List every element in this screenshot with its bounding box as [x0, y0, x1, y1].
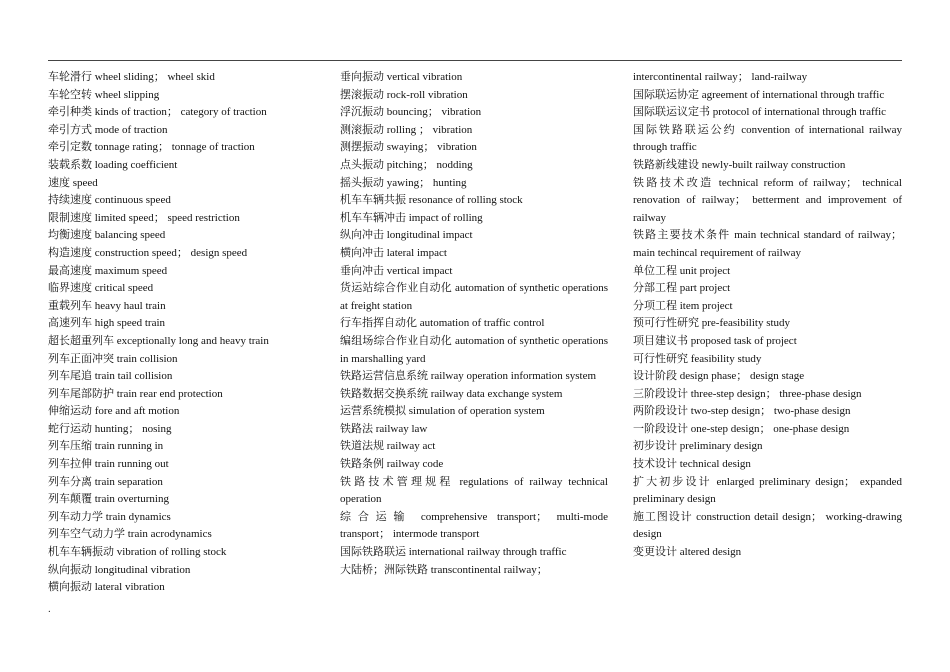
header-rule [48, 60, 902, 61]
glossary-entry: 机车车辆共振 resonance of rolling stock [340, 194, 523, 207]
glossary-entry: 高速列车 high speed train [48, 317, 166, 330]
glossary-entry: 机车车辆冲击 impact of rolling [340, 211, 483, 224]
glossary-entry: 编组场综合作业自动化 automation of synthetic operations in marshalling yard [340, 334, 608, 365]
glossary-entry: 点头振动 pitching； nodding [340, 158, 473, 171]
glossary-entry: 初步设计 preliminary design [633, 440, 763, 453]
glossary-entry: 伸缩运动 fore and aft motion [48, 405, 180, 418]
glossary-entry: 垂向振动 vertical vibration [340, 71, 463, 83]
glossary-entry: 最高速度 maximum speed [48, 264, 168, 277]
glossary-entry: 可行性研究 feasibility study [633, 352, 762, 365]
glossary-entry: 浮沉振动 bouncing； vibration [340, 106, 482, 119]
glossary-entry: 横向冲击 lateral impact [340, 246, 447, 259]
glossary-entry: 扩大初步设计 enlarged preliminary design； expanded preliminary design [633, 475, 902, 506]
glossary-entry: 铁路运营信息系统 railway operation information system [340, 370, 597, 383]
glossary-entry: 行车指挥自动化 automation of traffic control [340, 317, 545, 330]
glossary-entry: 车轮空转 wheel slipping [48, 88, 160, 101]
glossary-entry: 运营系统模拟 simulation of operation system [340, 405, 545, 418]
glossary-entry: 纵向振动 longitudinal vibration [48, 563, 191, 576]
glossary-entry: 机车车辆振动 vibration of rolling stock [48, 546, 227, 559]
glossary-entry: 车轮滑行 wheel sliding； wheel skid [48, 71, 215, 83]
glossary-entry: 临界速度 critical speed [48, 282, 154, 295]
glossary-entry: 国际联运议定书 protocol of international through traffic [633, 106, 887, 119]
glossary-entry: 牵引种类 kinds of traction； category of traction [48, 106, 267, 119]
glossary-entry: 列车拉伸 train running out [48, 458, 169, 471]
glossary-entry: 铁路技术管理规程 regulations of railway technical operation [340, 475, 608, 506]
glossary-entry: intercontinental railway； land-railway [633, 71, 808, 83]
glossary-entry: 铁路主要技术条件 main technical standard of railway； main techincal requirement of railway [633, 229, 902, 259]
glossary-entry: 三阶段设计 three-step design； three-phase design [633, 387, 862, 400]
glossary-entry: 列车动力学 train dynamics [48, 510, 171, 523]
glossary-entry: 限制速度 limited speed； speed restriction [48, 211, 240, 224]
glossary-entry: 预可行性研究 pre-feasibility study [633, 317, 791, 330]
glossary-entry: 重载列车 heavy haul train [48, 299, 166, 312]
glossary-entry: 综合运输 comprehensive transport； multi-mode transport； intermode transport [340, 510, 608, 541]
glossary-entry: 项目建议书 proposed task of project [633, 334, 797, 347]
glossary-entry: 列车尾部防护 train rear end protection [48, 387, 223, 400]
glossary-entry: 超长超重列车 exceptionally long and heavy train [48, 334, 269, 347]
glossary-entry: 列车正面冲突 train collision [48, 352, 178, 365]
glossary-entry: 构造速度 construction speed； design speed [48, 246, 248, 259]
glossary-entry: 列车尾追 train tail collision [48, 370, 173, 383]
glossary-entry: 纵向冲击 longitudinal impact [340, 229, 473, 242]
glossary-entry: 速度 speed [48, 176, 98, 189]
glossary-entry: 两阶段设计 two-step design； two-phase design [633, 405, 851, 418]
glossary-entry: 大陆桥；洲际铁路 transcontinental railway； [340, 563, 548, 576]
glossary-entry: 铁道法规 railway act [340, 440, 436, 453]
glossary-entry: 牵引定数 tonnage rating； tonnage of traction [48, 141, 255, 154]
footer-mark: . [48, 603, 51, 615]
glossary-entry: 国际铁路联运公约 convention of international railway through traffic [633, 123, 902, 154]
glossary-entry: 列车空气动力学 train acrodynamics [48, 528, 212, 541]
glossary-entry: 持续速度 continuous speed [48, 194, 171, 207]
glossary-entry: 测摆振动 swaying； vibration [340, 141, 477, 154]
glossary-entry: 设计阶段 design phase； design stage [633, 370, 805, 383]
glossary-entry: 测滚振动 rolling ； vibration [340, 123, 473, 136]
glossary-column-1 [48, 69, 310, 597]
glossary-entry: 变更设计 altered design [633, 546, 742, 559]
glossary-entry: 一阶段设计 one-step design； one-phase design [633, 422, 850, 435]
glossary-entry: 货运站综合作业自动化 automation of synthetic operations at freight station [340, 282, 608, 312]
glossary-entry: 分部工程 part project [633, 282, 731, 295]
glossary-entry: 牵引方式 mode of traction [48, 123, 168, 136]
glossary-entry: 铁路条例 railway code [340, 458, 444, 471]
glossary-entry: 蛇行运动 hunting； nosing [48, 422, 172, 435]
glossary-column-3 [633, 69, 902, 562]
glossary-entry: 装载系数 loading coefficient [48, 158, 178, 171]
glossary-entry: 列车分离 train separation [48, 475, 163, 488]
glossary-entry: 铁路法 railway law [340, 422, 428, 435]
glossary-entry: 分项工程 item project [633, 299, 733, 312]
glossary-entry: 列车颠覆 train overturning [48, 493, 169, 506]
glossary-entry: 铁路新线建设 newly-built railway construction [633, 158, 846, 171]
glossary-entry: 技术设计 technical design [633, 458, 751, 471]
glossary-entry: 国际联运协定 agreement of international through traffic [633, 88, 885, 101]
glossary-entry: 均衡速度 balancing speed [48, 229, 166, 242]
glossary-entry: 摆滚振动 rock-roll vibration [340, 88, 468, 101]
glossary-entry: 横向振动 lateral vibration [48, 581, 165, 594]
glossary-entry: 垂向冲击 vertical impact [340, 264, 453, 277]
glossary-entry: 列车压缩 train running in [48, 440, 164, 453]
glossary-entry: 施工图设计 construction detail design； working-drawing design [633, 510, 902, 541]
glossary-entry: 铁路数据交换系统 railway data exchange system [340, 387, 563, 400]
glossary-entry: 铁路技术改造 technical reform of railway； technical renovation of railway； betterment and improvement of railway [633, 176, 902, 224]
glossary-entry: 单位工程 unit project [633, 264, 731, 277]
glossary-entry: 国际铁路联运 international railway through traffic [340, 546, 567, 559]
glossary-entry: 摇头振动 yawing； hunting [340, 176, 467, 189]
glossary-column-2 [340, 69, 608, 579]
